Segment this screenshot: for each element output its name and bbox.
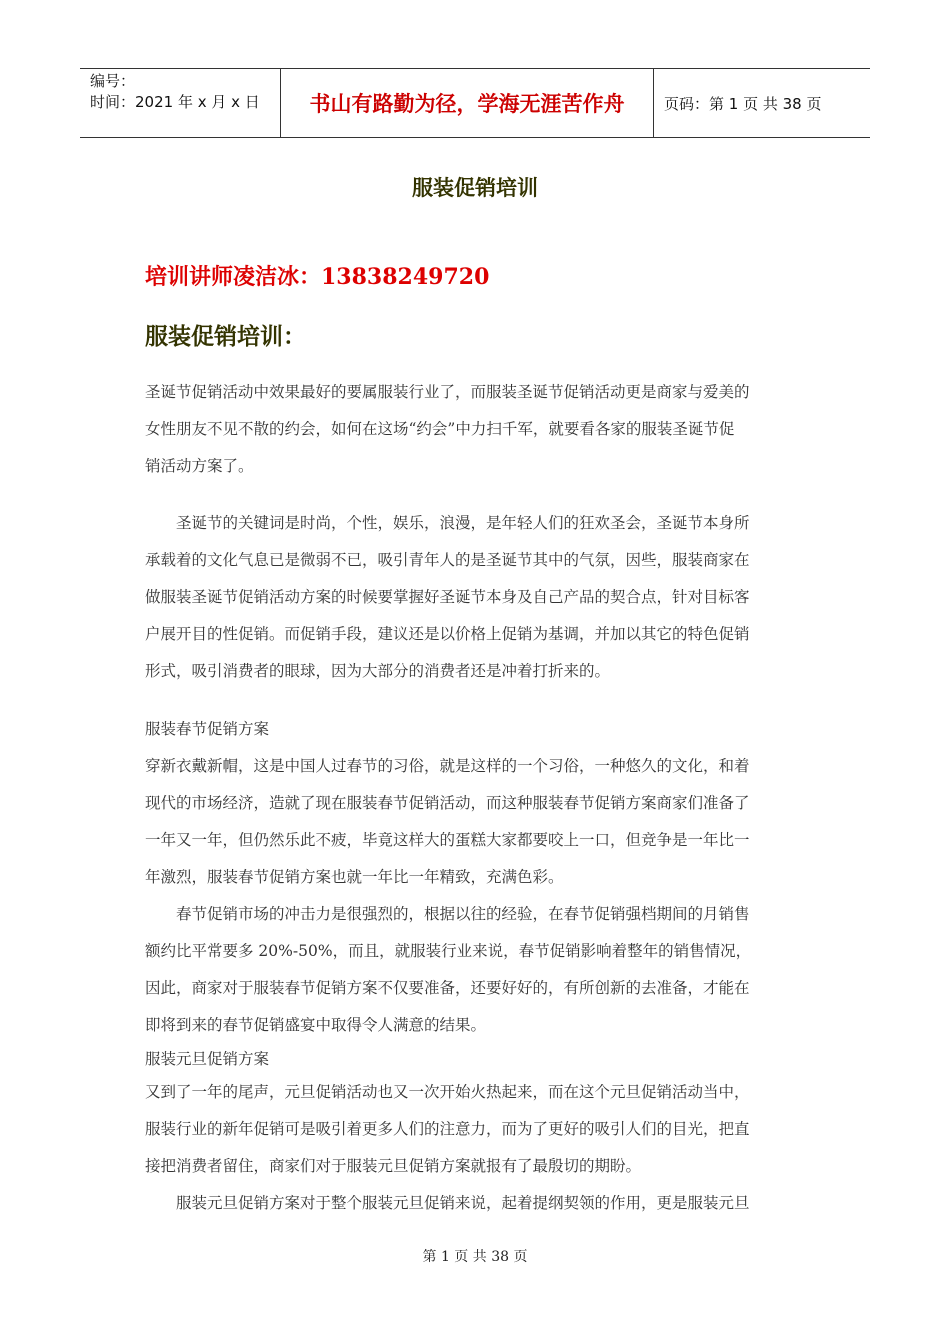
header-table <box>80 68 870 138</box>
text-line: 年激烈，服装春节促销方案也就一年比一年精致，充满色彩。 <box>145 868 564 886</box>
text-line: 形式，吸引消费者的眼球，因为大部分的消费者还是冲着打折来的。 <box>145 662 611 680</box>
paragraph-1 <box>145 374 810 485</box>
text-line: 服装元旦促销方案对于整个服装元旦促销来说，起着提纲契领的作用，更是服装元旦 <box>145 1194 750 1212</box>
body-text <box>145 711 810 1222</box>
text-line: 女性朋友不见不散的约会，如何在这场“约会”中力扫千军，就要看各家的服装圣诞节促 <box>145 420 735 438</box>
text-line: 圣诞节的关键词是时尚，个性，娱乐，浪漫，是年轻人们的狂欢圣会，圣诞节本身所 <box>145 514 750 532</box>
header-meta-cell <box>80 69 281 137</box>
paragraph-2 <box>145 505 810 690</box>
paragraph-6 <box>145 1185 810 1222</box>
text-line: 户展开目的性促销。而促销手段，建议还是以价格上促销为基调，并加以其它的特色促销 <box>145 625 750 643</box>
id-label: 编号： <box>90 72 136 90</box>
text-line: 又到了一年的尾声，元旦促销活动也又一次开始火热起来，而在这个元旦促销活动当中， <box>145 1083 750 1101</box>
page-info-cell <box>654 69 870 137</box>
time-label: 时间：2021 年 x 月 x 日 <box>90 93 260 111</box>
paragraph-3 <box>145 748 810 896</box>
subheading-new-year: 服装元旦促销方案 <box>145 1050 270 1068</box>
text-line: 销活动方案了。 <box>145 457 254 475</box>
text-line: 额约比平常要多 20%-50%，而且，就服装行业来说，春节促销影响着整年的销售情况， <box>145 942 752 960</box>
page-footer: 第 1 页 共 38 页 <box>422 1249 528 1265</box>
text-line: 圣诞节促销活动中效果最好的要属服装行业了，而服装圣诞节促销活动更是商家与爱美的 <box>145 383 750 401</box>
text-line: 穿新衣戴新帽，这是中国人过春节的习俗，就是这样的一个习俗，一种悠久的文化，和着 <box>145 757 750 775</box>
text-line: 一年又一年，但仍然乐此不疲，毕竟这样大的蛋糕大家都要咬上一口，但竞争是一年比一 <box>145 831 750 849</box>
motto-text: 书山有路勤为径，学海无涯苦作舟 <box>309 92 625 116</box>
text-line: 做服装圣诞节促销活动方案的时候要掌握好圣诞节本身及自己产品的契合点，针对目标客 <box>145 588 750 606</box>
trainer-line: 培训讲师凌洁冰：13838249720 <box>145 264 490 290</box>
text-line: 承载着的文化气息已是微弱不已，吸引青年人的是圣诞节其中的气氛，因些，服装商家在 <box>145 551 750 569</box>
section-heading: 服装促销培训： <box>145 324 306 350</box>
text-line: 现代的市场经济，造就了现在服装春节促销活动，而这种服装春节促销方案商家们准备了 <box>145 794 750 812</box>
paragraph-4 <box>145 896 810 1044</box>
body-text <box>145 505 810 690</box>
text-line: 春节促销市场的冲击力是很强烈的，根据以往的经验，在春节促销强档期间的月销售 <box>145 905 750 923</box>
motto-cell <box>281 69 654 137</box>
document-title: 服装促销培训 <box>412 176 538 200</box>
text-line: 服装行业的新年促销可是吸引着更多人们的注意力，而为了更好的吸引人们的目光，把直 <box>145 1120 750 1138</box>
subheading-spring-festival: 服装春节促销方案 <box>145 720 270 738</box>
page-info-text: 页码：第 1 页 共 38 页 <box>664 94 822 113</box>
text-line: 因此，商家对于服装春节促销方案不仅要准备，还要好好的，有所创新的去准备，才能在 <box>145 979 750 997</box>
body-text <box>145 374 810 485</box>
text-line: 即将到来的春节促销盛宴中取得令人满意的结果。 <box>145 1016 487 1034</box>
paragraph-5 <box>145 1074 810 1185</box>
text-line: 接把消费者留住，商家们对于服装元旦促销方案就报有了最殷切的期盼。 <box>145 1157 642 1175</box>
